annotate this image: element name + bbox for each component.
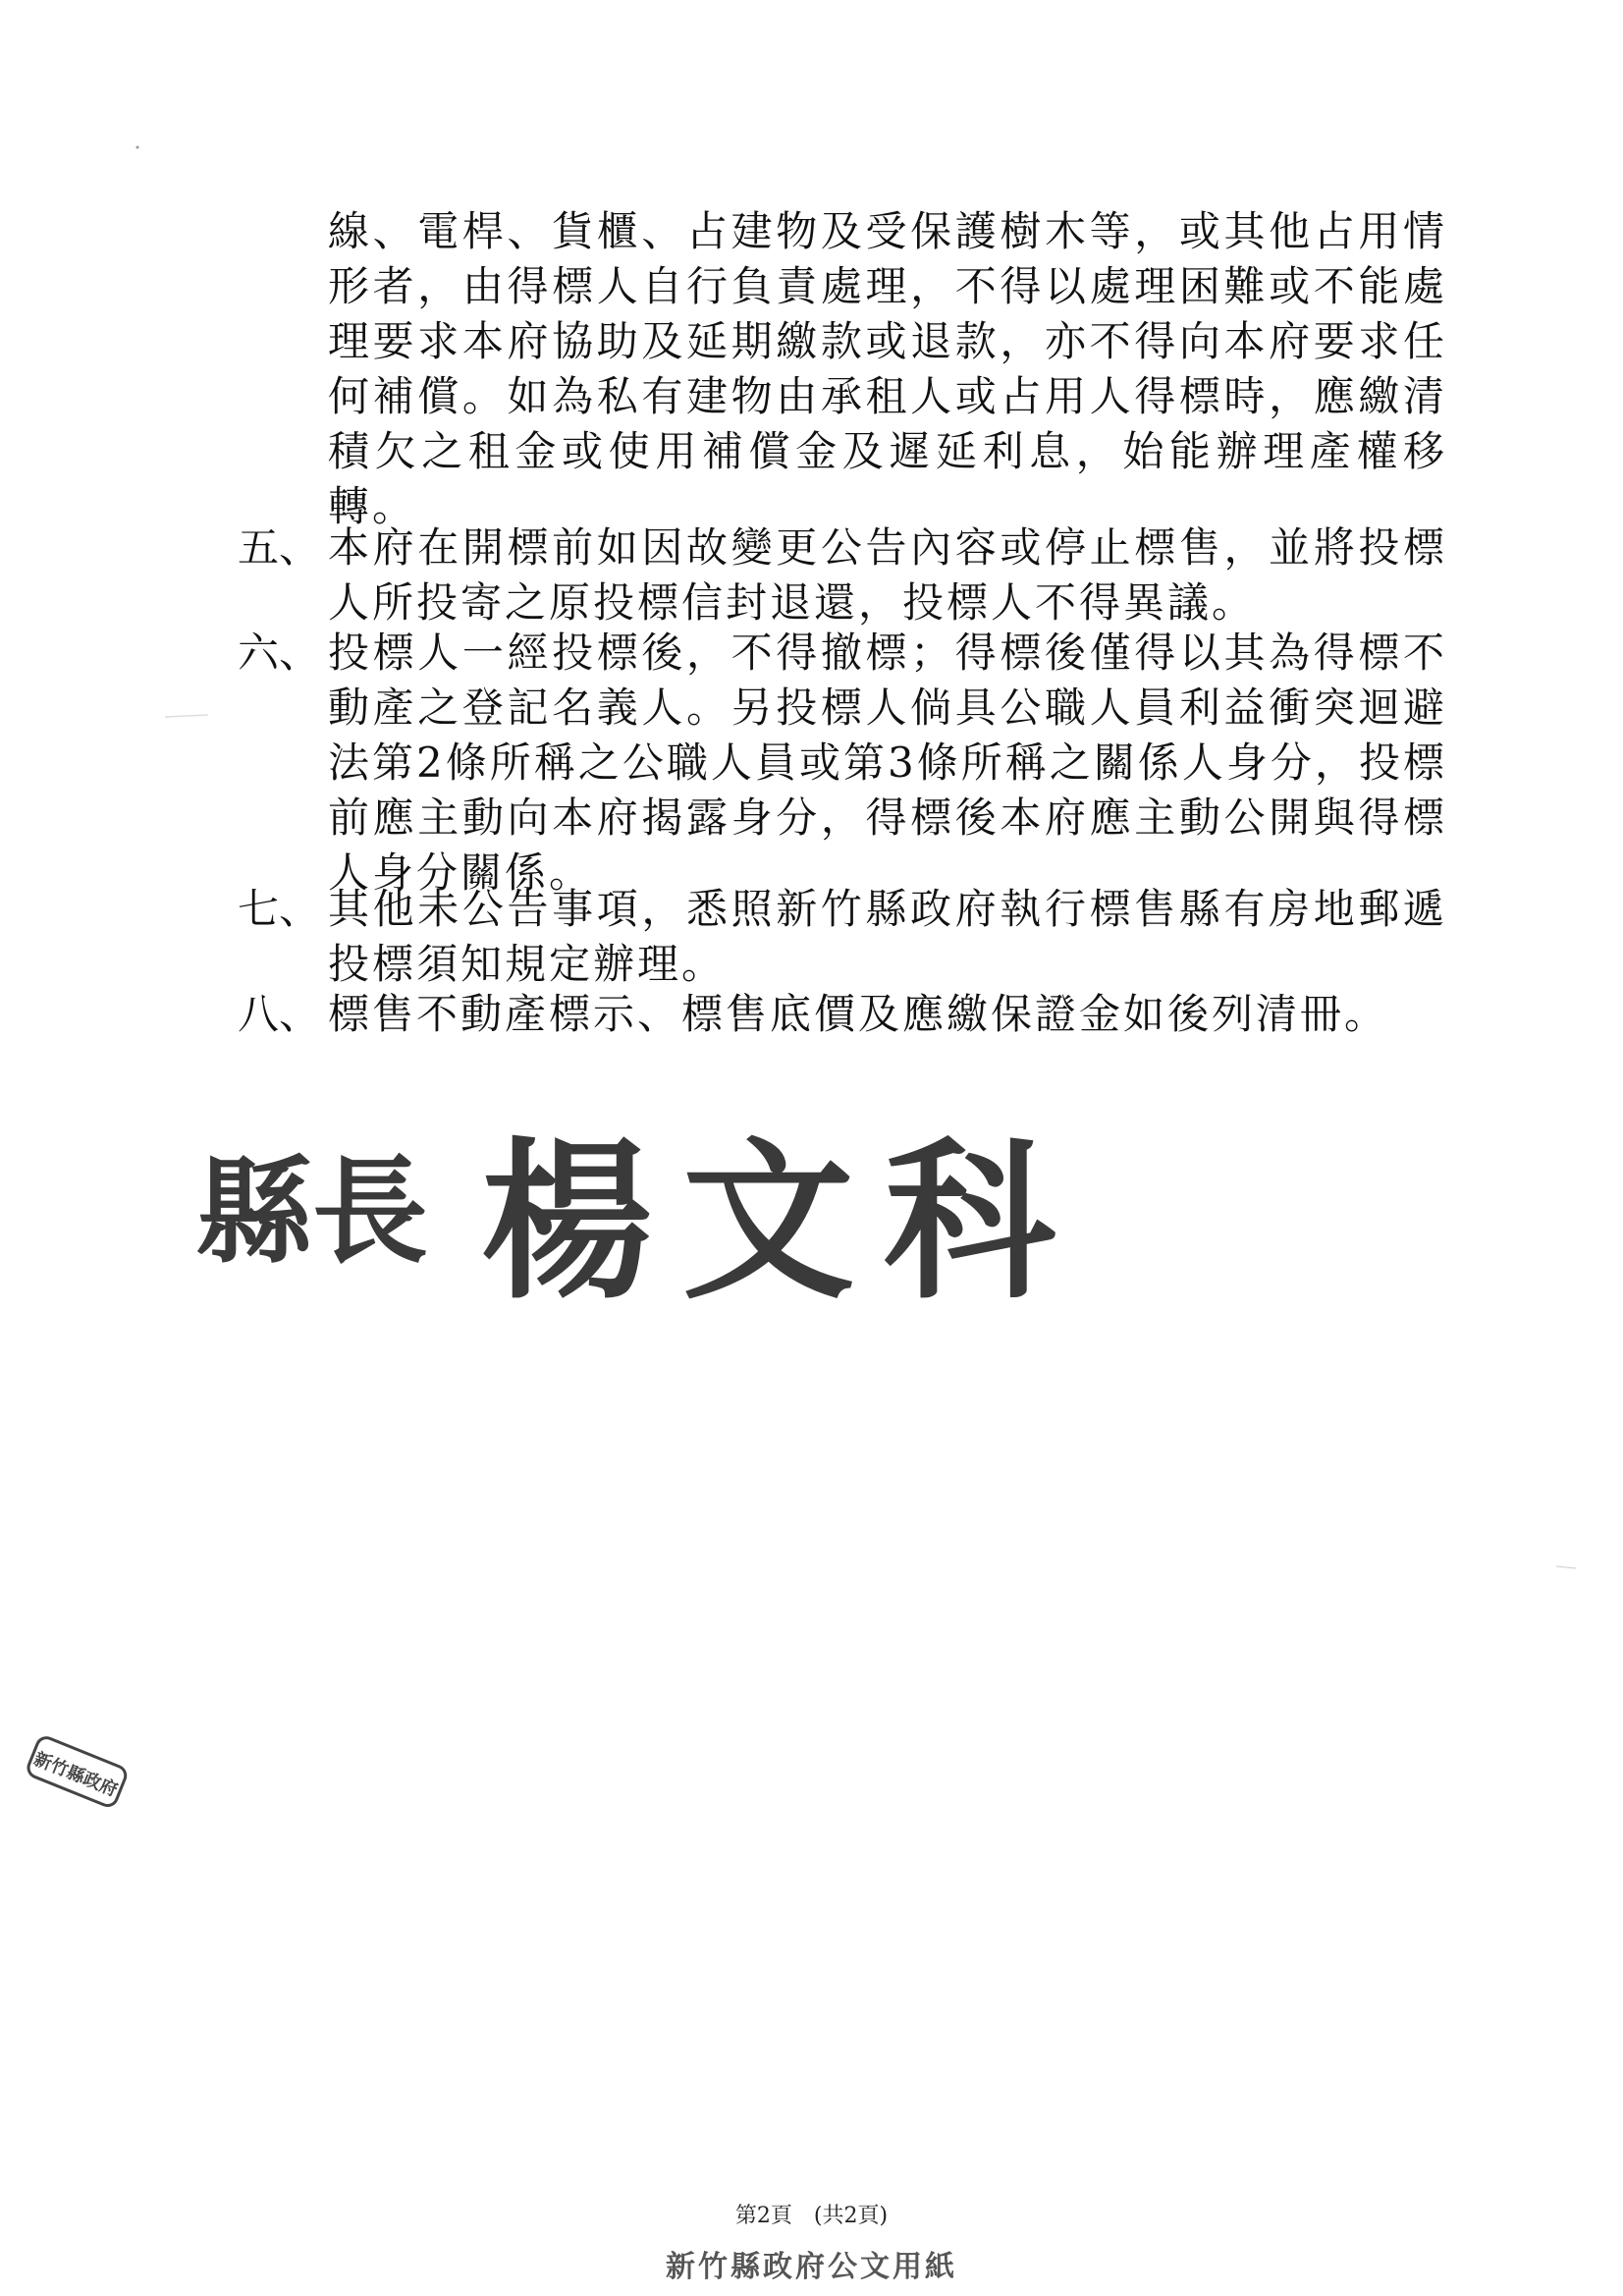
item-line: 其他未公告事項，悉照新竹縣政府執行標售縣有房地郵遞 [328, 885, 1447, 933]
paragraph-line: 形者，由得標人自行負責處理，不得以處理困難或不能處 [328, 262, 1447, 310]
item-line: 投標人一經投標後，不得撤標；得標後僅得以其為得標不 [328, 629, 1447, 677]
magistrate-signature [196, 1095, 1080, 1321]
government-seal [22, 1723, 132, 1822]
item-body [328, 626, 1447, 901]
item-line: 投標須知規定辦理。 [328, 940, 727, 988]
item-number: 五、 [238, 523, 321, 572]
item-number: 八、 [238, 990, 321, 1038]
list-item-5 [238, 520, 1447, 630]
paragraph-line: 理要求本府協助及延期繳款或退款，亦不得向本府要求任 [328, 317, 1447, 365]
item-line: 標售不動產標示、標售底價及應繳保證金如後列清冊。 [328, 990, 1389, 1038]
signature-image [196, 1095, 1080, 1321]
signature-name-glyphs: 楊文科 [481, 1121, 1080, 1321]
signature-title-glyphs: 縣長 [196, 1143, 429, 1280]
paragraph-line: 何補償。如為私有建物由承租人或占用人得標時，應繳清 [328, 372, 1447, 420]
paragraph-line: 轉。 [328, 482, 417, 530]
item-number: 七、 [238, 885, 321, 933]
continuation-paragraph [328, 204, 1447, 534]
item-line: 動產之登記名義人。另投標人倘具公職人員利益衝突迴避 [328, 683, 1447, 732]
svg-text:新竹縣政府: 新竹縣政府 [30, 1748, 121, 1801]
paragraph-line: 線、電桿、貨櫃、占建物及受保護樹木等，或其他占用情 [328, 207, 1447, 255]
item-number: 六、 [238, 629, 321, 677]
paragraph-line: 積欠之租金或使用補償金及遲延利息，始能辦理產權移 [328, 427, 1447, 475]
list-item-8 [238, 987, 1447, 1042]
page-number: 第2頁 (共2頁) [734, 2204, 889, 2228]
item-line: 人所投寄之原投標信封退還，投標人不得異議。 [328, 578, 1257, 627]
item-body [328, 987, 1447, 1042]
seal-image [22, 1723, 132, 1822]
item-line: 法第2條所稱之公職人員或第3條所稱之關係人身分，投標 [328, 738, 1447, 787]
list-item-7 [238, 882, 1447, 992]
item-body [328, 520, 1447, 630]
item-body [328, 882, 1447, 992]
item-line: 本府在開標前如因故變更公告內容或停止標售，並將投標 [328, 523, 1447, 572]
item-line: 人身分關係。 [328, 848, 594, 897]
list-item-6 [238, 626, 1447, 901]
item-line: 前應主動向本府揭露身分，得標後本府應主動公開與得標 [328, 793, 1447, 842]
paper-label: 新竹縣政府公文用紙 [666, 2250, 957, 2284]
